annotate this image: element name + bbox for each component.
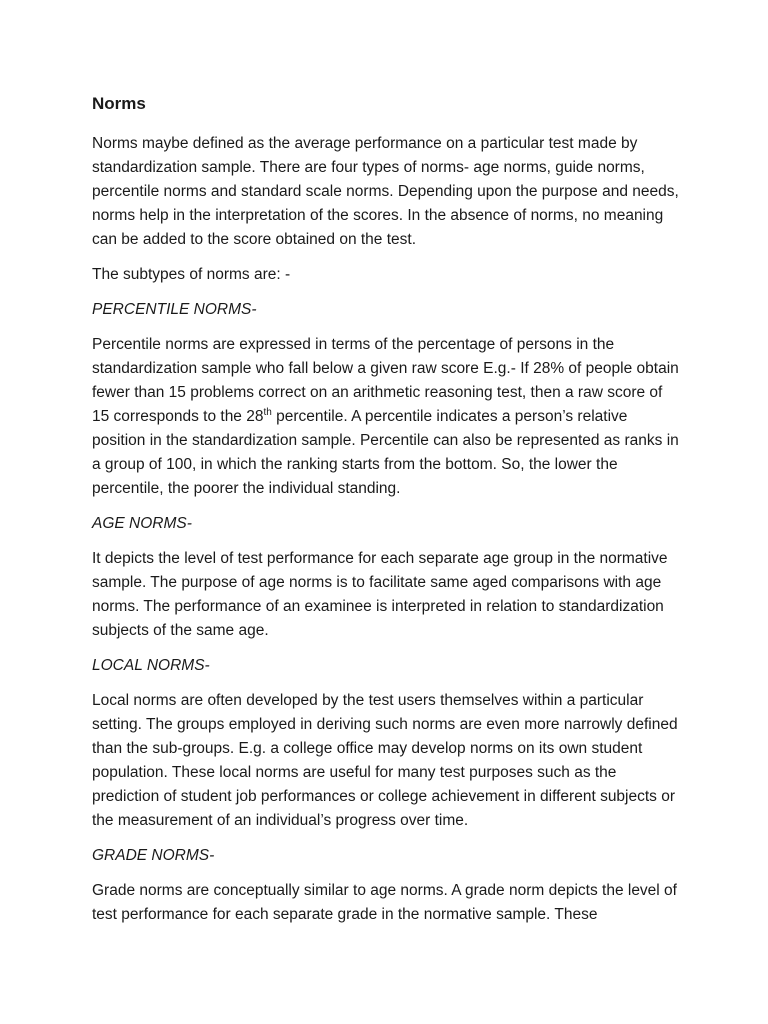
- ordinal-superscript: th: [263, 406, 272, 418]
- section-heading-age: AGE NORMS-: [92, 515, 192, 532]
- section-body-grade: Grade norms are conceptually similar to age norms. A grade norm depicts the level of test performance for each separate grade in the normative sample. These: [92, 882, 677, 923]
- intro-paragraph: Norms maybe defined as the average performance on a particular test made by standardization sample. There are four types of norms- age norms, guide norms, percentile norms and standard scale norms. Depending upon the purpose and needs, norms help in the interpretation of the scores. In the absence of norms, no meaning can be added to the score obtained on the test.: [92, 135, 679, 248]
- document-page: [92, 92, 682, 938]
- percentile-body-part1: Percentile norms are expressed in terms of the percentage of persons in the standardization sample who fall below a given raw score E.g.- If 28% of people obtain fewer than 15 problems correct on an arithmetic reasoning test, then a raw score of 15 corresponds to the 28: [92, 336, 679, 425]
- section-heading-percentile: PERCENTILE NORMS-: [92, 301, 257, 318]
- subtypes-line: The subtypes of norms are: -: [92, 266, 291, 283]
- percentile-body-part2: percentile. A percentile indicates a person’s relative position in the standardization sample. Percentile can also be represented as ranks in a group of 100, in which the ranking starts from the bottom. So, the lower the percentile, the poorer the individual standing.: [92, 408, 679, 497]
- section-heading-local: LOCAL NORMS-: [92, 657, 210, 674]
- section-heading-grade: GRADE NORMS-: [92, 847, 215, 864]
- section-body-age: It depicts the level of test performance for each separate age group in the normative sample. The purpose of age norms is to facilitate same aged comparisons with age norms. The performance of an examinee is interpreted in relation to standardization subjects of the same age.: [92, 550, 668, 639]
- page-title: Norms: [92, 94, 146, 113]
- section-body-local: Local norms are often developed by the test users themselves within a particular setting. The groups employed in deriving such norms are even more narrowly defined than the sub-groups. E.g. a college office may develop norms on its own student population. These local norms are useful for many test purposes such as the prediction of student job performances or college achievement in different subjects or the measurement of an individual’s progress over time.: [92, 692, 678, 829]
- section-body-percentile: [92, 333, 682, 501]
